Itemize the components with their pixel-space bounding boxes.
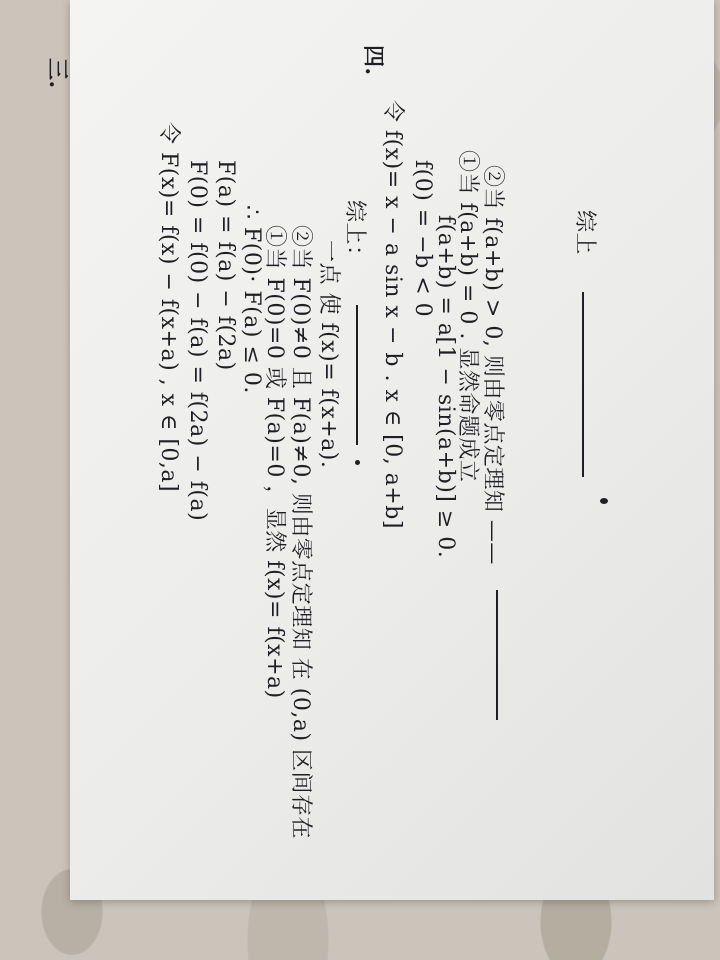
- part-four-line-4: ①当 f(a+b) = 0 . 显然命题成立: [455, 150, 480, 483]
- part-four-extension-line: [496, 590, 498, 720]
- part-four-conclusion: 综上: [572, 210, 597, 256]
- part-four-line-5: ②当 f(a+b) > 0, 则由零点定理知 ——: [480, 165, 505, 565]
- part-four-line-3: f(a+b) = a[1 − sin(a+b)] ≥ 0.: [433, 215, 458, 559]
- part-three-line-5: ①当 F(0)=0 或 F(a)=0 ，显然 f(x)= f(x+a): [262, 225, 287, 699]
- part-four-mark: [600, 498, 608, 504]
- part-three-line-4: ∴ F(0)· F(a) ≤ 0.: [239, 205, 264, 394]
- part-four-line-2: f(0) = −b < 0: [410, 160, 435, 318]
- part-three-line-7: 一点 使 f(x)= f(x+a).: [316, 240, 341, 469]
- part-four-line-1: 令 f(x)= x − a sin x − b . x ∈ [0, a+b]: [380, 100, 405, 529]
- part-three-answer-line: [356, 305, 358, 445]
- part-four-answer-line: [582, 292, 584, 477]
- part-three-line-2: F(0) = f(0) − f(a) = f(2a) − f(a): [185, 160, 210, 522]
- part-three-conclusion: 综上：: [342, 200, 367, 268]
- part-three-line-3: F(a) = f(a) − f(2a): [213, 160, 238, 371]
- part-three-period: [355, 460, 360, 465]
- part-three-line-1: 令 F(x)= f(x) − f(x+a) , x ∈ [0,a]: [156, 122, 181, 493]
- part-three-line-6: ②当 F(0)≠0 且 F(a)≠0, 则由零点定理知 在 (0,a) 区间存在: [288, 225, 313, 840]
- part-three-number: 三.: [44, 58, 70, 89]
- part-four-number: 四.: [360, 45, 386, 76]
